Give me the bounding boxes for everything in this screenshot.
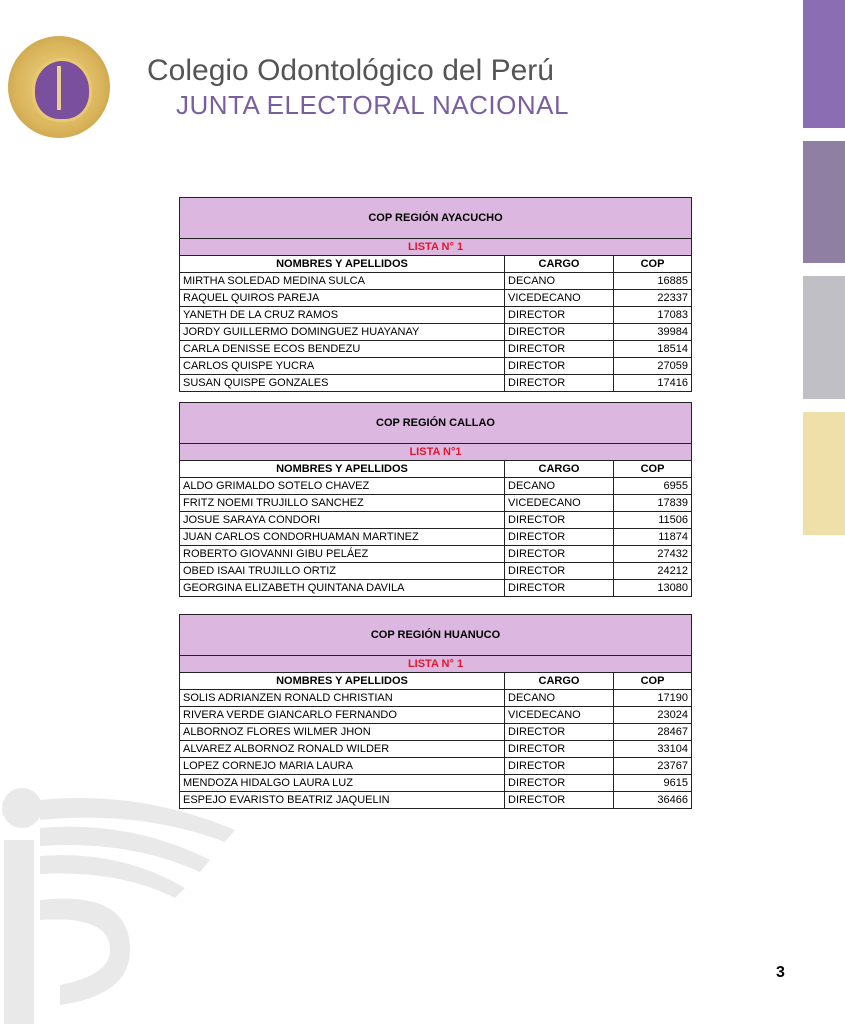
table-row	[180, 273, 692, 290]
table-row	[180, 580, 692, 597]
name-cell: SOLIS ADRIANZEN RONALD CHRISTIAN	[180, 690, 505, 707]
table-callao	[179, 402, 692, 597]
name-cell: MIRTHA SOLEDAD MEDINA SULCA	[180, 273, 505, 290]
cop-cell: 9615	[614, 775, 692, 792]
cop-cell: 13080	[614, 580, 692, 597]
cargo-cell: DIRECTOR	[505, 307, 614, 324]
cargo-cell: DIRECTOR	[505, 563, 614, 580]
cargo-cell: DIRECTOR	[505, 375, 614, 392]
col-header-cargo: CARGO	[505, 461, 614, 478]
caduceus-icon	[57, 66, 61, 110]
cargo-cell: DECANO	[505, 478, 614, 495]
name-cell: SUSAN QUISPE GONZALES	[180, 375, 505, 392]
name-cell: GEORGINA ELIZABETH QUINTANA DAVILA	[180, 580, 505, 597]
cop-cell: 33104	[614, 741, 692, 758]
cargo-cell: DECANO	[505, 273, 614, 290]
watermark-caduceus-icon	[0, 780, 240, 1024]
name-cell: OBED ISAAI TRUJILLO ORTIZ	[180, 563, 505, 580]
name-cell: MENDOZA HIDALGO LAURA LUZ	[180, 775, 505, 792]
lista-label: LISTA N° 1	[180, 239, 692, 256]
cargo-cell: DIRECTOR	[505, 341, 614, 358]
table-row	[180, 324, 692, 341]
decor-bar-purple	[803, 0, 845, 128]
cargo-cell: DIRECTOR	[505, 358, 614, 375]
table-row	[180, 358, 692, 375]
cargo-cell: DIRECTOR	[505, 546, 614, 563]
cop-cell: 28467	[614, 724, 692, 741]
college-seal-logo	[8, 36, 110, 138]
table-row	[180, 690, 692, 707]
cop-cell: 36466	[614, 792, 692, 809]
cargo-cell: DIRECTOR	[505, 758, 614, 775]
cargo-cell: DIRECTOR	[505, 580, 614, 597]
table-row	[180, 529, 692, 546]
col-header-cop: COP	[614, 461, 692, 478]
table-row	[180, 724, 692, 741]
lista-label: LISTA N° 1	[180, 656, 692, 673]
cargo-cell: VICEDECANO	[505, 707, 614, 724]
cop-cell: 18514	[614, 341, 692, 358]
name-cell: ESPEJO EVARISTO BEATRIZ JAQUELIN	[180, 792, 505, 809]
cop-cell: 27432	[614, 546, 692, 563]
name-cell: ALBORNOZ FLORES WILMER JHON	[180, 724, 505, 741]
cop-cell: 22337	[614, 290, 692, 307]
col-header-names: NOMBRES Y APELLIDOS	[180, 461, 505, 478]
col-header-cop: COP	[614, 256, 692, 273]
cop-cell: 39984	[614, 324, 692, 341]
cargo-cell: DECANO	[505, 690, 614, 707]
cargo-cell: DIRECTOR	[505, 775, 614, 792]
cop-cell: 11874	[614, 529, 692, 546]
cop-cell: 17083	[614, 307, 692, 324]
region-title: COP REGIÓN AYACUCHO	[180, 198, 692, 239]
table-row	[180, 290, 692, 307]
cargo-cell: DIRECTOR	[505, 529, 614, 546]
cargo-cell: VICEDECANO	[505, 495, 614, 512]
cargo-cell: VICEDECANO	[505, 290, 614, 307]
decor-bar-yellow	[803, 412, 845, 535]
table-row	[180, 707, 692, 724]
table-row	[180, 741, 692, 758]
region-title: COP REGIÓN HUANUCO	[180, 615, 692, 656]
name-cell: ROBERTO GIOVANNI GIBU PELÁEZ	[180, 546, 505, 563]
col-header-names: NOMBRES Y APELLIDOS	[180, 673, 505, 690]
cop-cell: 24212	[614, 563, 692, 580]
name-cell: ALDO GRIMALDO SOTELO CHAVEZ	[180, 478, 505, 495]
name-cell: JUAN CARLOS CONDORHUAMAN MARTINEZ	[180, 529, 505, 546]
decor-bar-mauve	[803, 141, 845, 263]
lista-label: LISTA N°1	[180, 444, 692, 461]
cop-cell: 27059	[614, 358, 692, 375]
cargo-cell: DIRECTOR	[505, 512, 614, 529]
cop-cell: 6955	[614, 478, 692, 495]
col-header-names: NOMBRES Y APELLIDOS	[180, 256, 505, 273]
table-ayacucho	[179, 197, 692, 392]
table-row	[180, 563, 692, 580]
page-subtitle: JUNTA ELECTORAL NACIONAL	[176, 90, 569, 120]
cop-cell: 17839	[614, 495, 692, 512]
cargo-cell: DIRECTOR	[505, 724, 614, 741]
cop-cell: 17190	[614, 690, 692, 707]
page-title: Colegio Odontológico del Perú	[147, 54, 554, 87]
name-cell: YANETH DE LA CRUZ RAMOS	[180, 307, 505, 324]
name-cell: JORDY GUILLERMO DOMINGUEZ HUAYANAY	[180, 324, 505, 341]
name-cell: JOSUE SARAYA CONDORI	[180, 512, 505, 529]
table-row	[180, 546, 692, 563]
cop-cell: 23767	[614, 758, 692, 775]
name-cell: RIVERA VERDE GIANCARLO FERNANDO	[180, 707, 505, 724]
decor-bar-gray	[803, 276, 845, 399]
table-row	[180, 775, 692, 792]
cop-cell: 17416	[614, 375, 692, 392]
table-row	[180, 792, 692, 809]
table-row	[180, 758, 692, 775]
table-huanuco	[179, 614, 692, 809]
cargo-cell: DIRECTOR	[505, 741, 614, 758]
name-cell: CARLOS QUISPE YUCRA	[180, 358, 505, 375]
name-cell: LOPEZ CORNEJO MARIA LAURA	[180, 758, 505, 775]
region-title: COP REGIÓN CALLAO	[180, 403, 692, 444]
name-cell: RAQUEL QUIROS PAREJA	[180, 290, 505, 307]
col-header-cop: COP	[614, 673, 692, 690]
table-row	[180, 375, 692, 392]
table-row	[180, 341, 692, 358]
col-header-cargo: CARGO	[505, 256, 614, 273]
cargo-cell: DIRECTOR	[505, 324, 614, 341]
table-row	[180, 307, 692, 324]
name-cell: FRITZ NOEMI TRUJILLO SANCHEZ	[180, 495, 505, 512]
name-cell: ALVAREZ ALBORNOZ RONALD WILDER	[180, 741, 505, 758]
table-row	[180, 478, 692, 495]
cop-cell: 11506	[614, 512, 692, 529]
page-number: 3	[776, 964, 785, 981]
cargo-cell: DIRECTOR	[505, 792, 614, 809]
cop-cell: 16885	[614, 273, 692, 290]
table-row	[180, 512, 692, 529]
table-row	[180, 495, 692, 512]
col-header-cargo: CARGO	[505, 673, 614, 690]
cop-cell: 23024	[614, 707, 692, 724]
name-cell: CARLA DENISSE ECOS BENDEZU	[180, 341, 505, 358]
